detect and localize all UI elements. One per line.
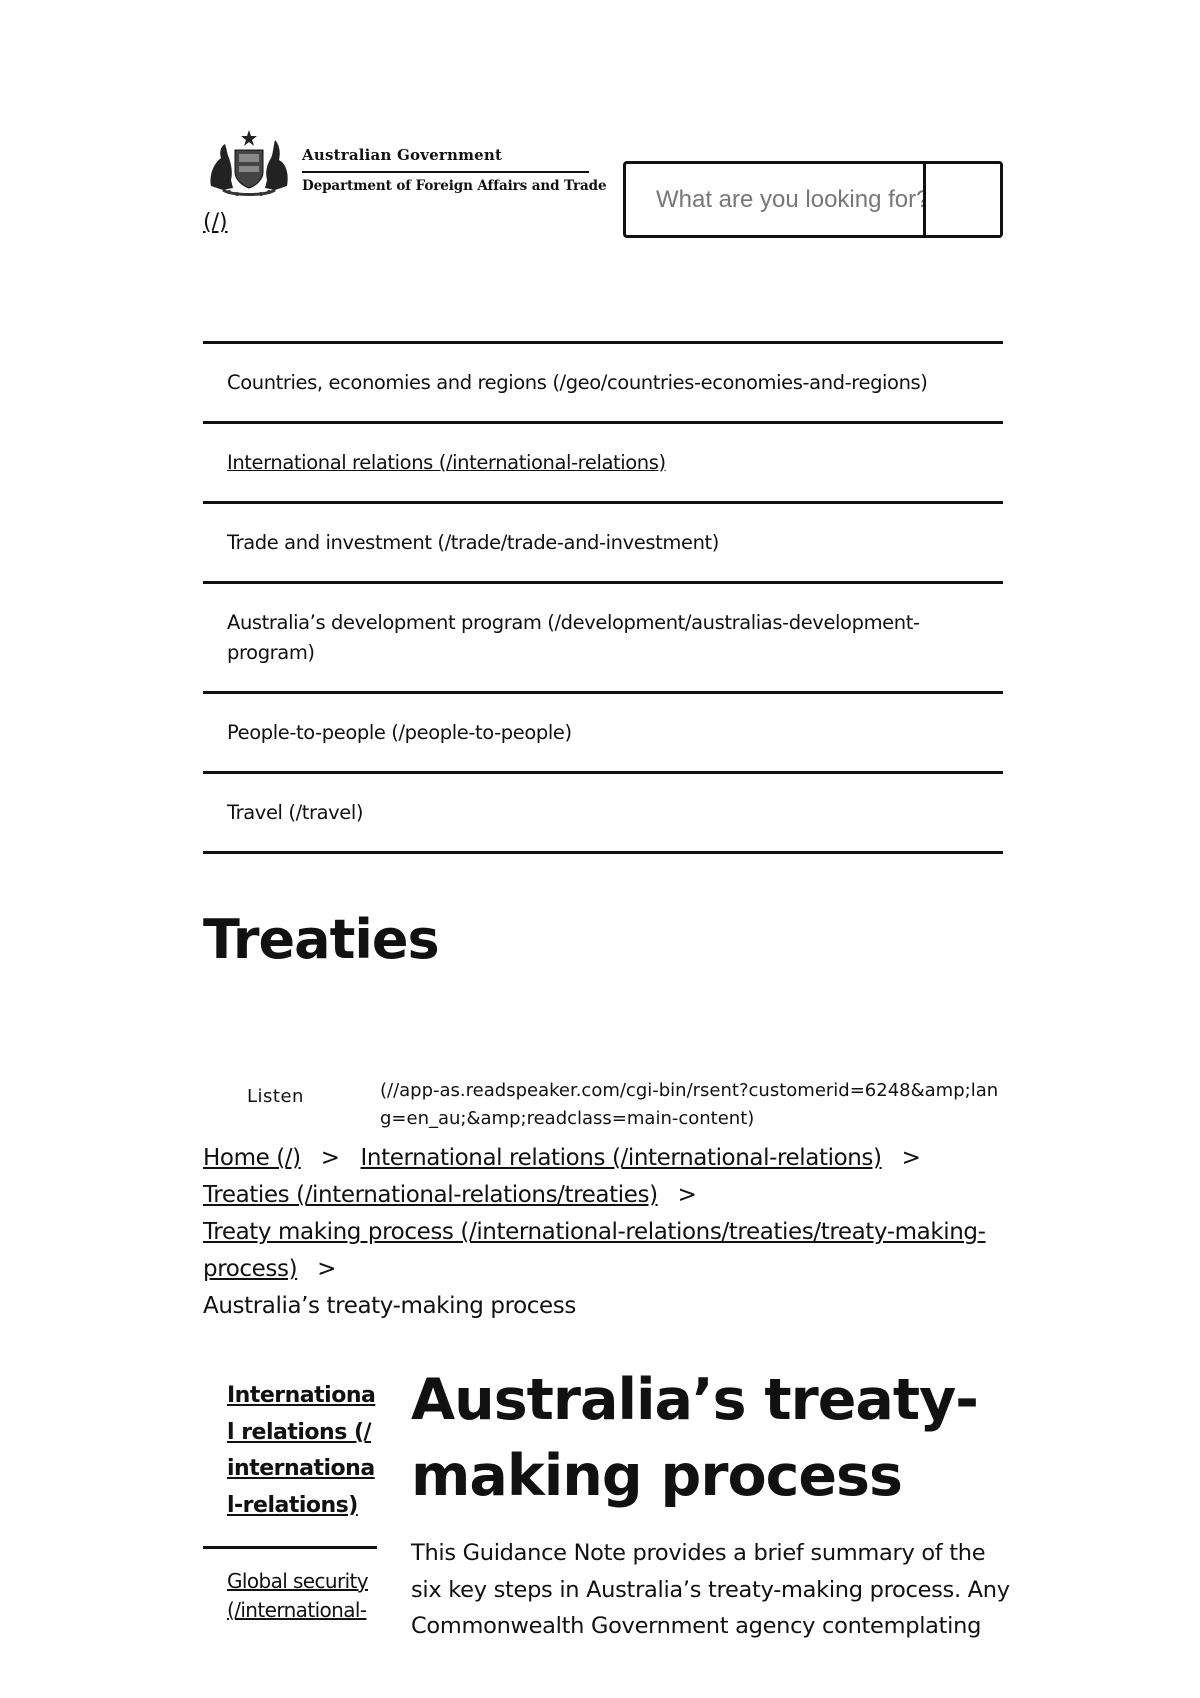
- breadcrumb-separator: >: [320, 1145, 340, 1171]
- search-box: [623, 161, 1003, 238]
- nav-item-travel[interactable]: [203, 774, 1003, 854]
- nav-item-international-relations[interactable]: [203, 424, 1003, 504]
- nav-item-countries[interactable]: [203, 344, 1003, 424]
- logo-divider: [302, 171, 589, 173]
- breadcrumb-treaty-making-process[interactable]: Treaty making process (/international-relations/treaties/treaty-making-process): [203, 1219, 986, 1282]
- sidebar-item-global-security[interactable]: Global security (/international-: [227, 1569, 369, 1622]
- breadcrumb-separator: >: [317, 1256, 337, 1282]
- nav-item-label: Trade and investment (/trade/trade-and-investment): [227, 530, 719, 554]
- listen-link[interactable]: (//app-as.readspeaker.com/cgi-bin/rsent?customerid=6248&amp;lang=en_au;&amp;readclass=main-content): [380, 1080, 999, 1129]
- article-lead: This Guidance Note provides a brief summary of the six key steps in Australia’s treaty-making process. Any Commonwealth Government agency contemplating: [411, 1540, 1010, 1639]
- article-title: Australia’s treaty-making process: [411, 1367, 978, 1509]
- nav-item-label: Travel (/travel): [227, 800, 364, 824]
- breadcrumb-separator: >: [901, 1145, 921, 1171]
- coat-of-arms-icon: [203, 128, 295, 198]
- government-name: Australian Government: [302, 146, 503, 164]
- nav-item-people[interactable]: [203, 694, 1003, 774]
- breadcrumb-home[interactable]: Home (/): [203, 1145, 301, 1171]
- department-name: Department of Foreign Affairs and Trade: [302, 178, 607, 194]
- nav-item-label: People-to-people (/people-to-people): [227, 720, 572, 744]
- nav-item-label: International relations (/international-relations): [227, 450, 666, 474]
- page-title: Treaties: [203, 908, 439, 971]
- home-link[interactable]: (/): [203, 210, 228, 235]
- search-input[interactable]: [626, 164, 923, 235]
- breadcrumb-current: Australia’s treaty-making process: [203, 1293, 576, 1319]
- primary-nav: [203, 341, 1003, 854]
- search-button[interactable]: [923, 164, 1000, 235]
- sidebar-parent-link[interactable]: International relations (/international-relations): [227, 1383, 376, 1518]
- nav-item-label: Countries, economies and regions (/geo/countries-economies-and-regions): [227, 370, 928, 394]
- sidebar: [203, 1378, 377, 1625]
- breadcrumb-treaties[interactable]: Treaties (/international-relations/treaties): [203, 1182, 658, 1208]
- nav-item-development[interactable]: [203, 584, 1003, 694]
- listen-button[interactable]: Listen: [247, 1086, 304, 1107]
- logo-block[interactable]: [203, 128, 607, 236]
- nav-item-trade[interactable]: [203, 504, 1003, 584]
- breadcrumb-international-relations[interactable]: International relations (/international-relations): [360, 1145, 882, 1171]
- breadcrumb: [203, 1140, 1003, 1325]
- nav-item-label: Australia’s development program (/development/australias-development-program): [227, 610, 920, 664]
- breadcrumb-separator: >: [677, 1182, 697, 1208]
